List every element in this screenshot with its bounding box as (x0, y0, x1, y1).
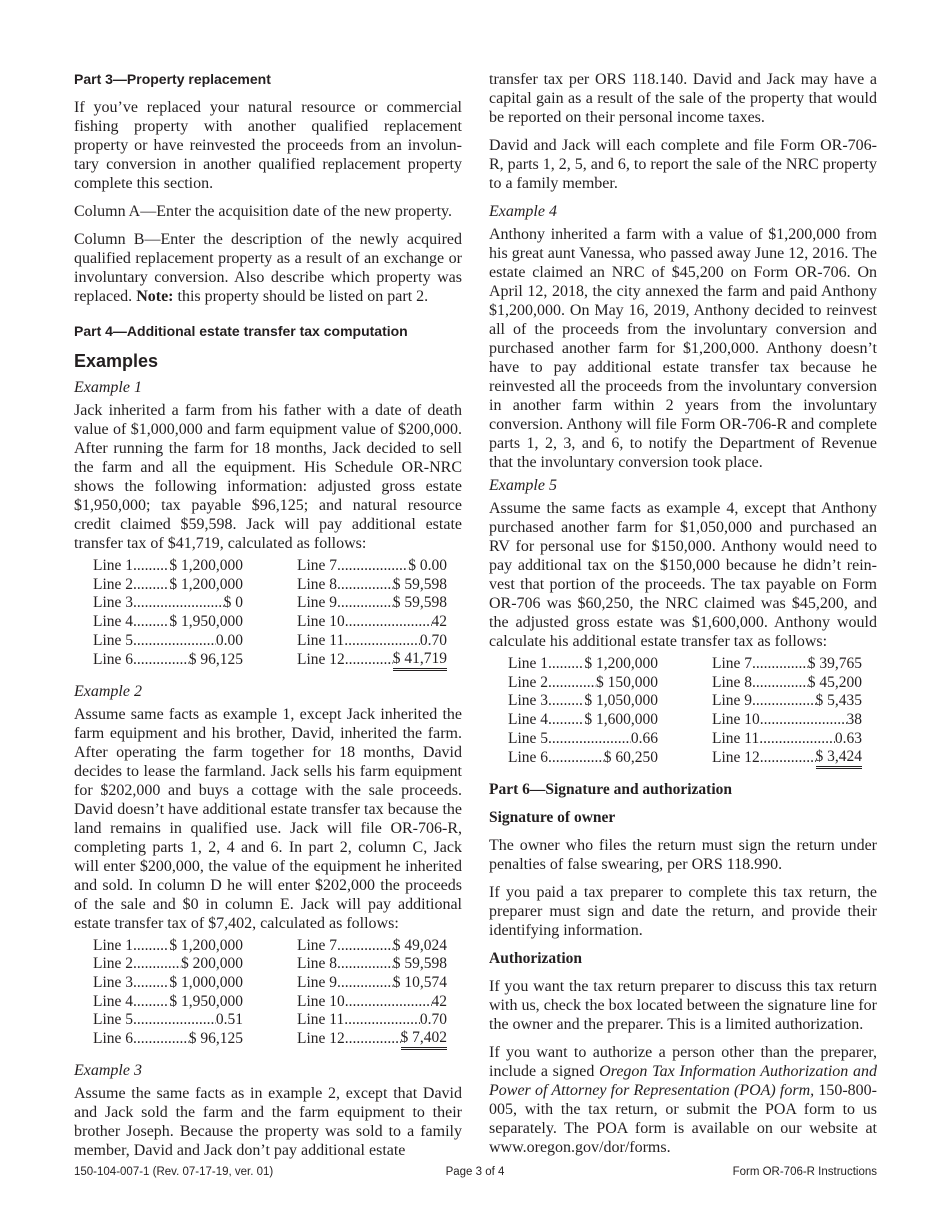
calc-line (93, 651, 243, 670)
line-value: $ 1,200,000 (169, 557, 243, 574)
signature-para1: The owner who files the return must sign the return under penalties of false swearing, per ORS 118.990. (489, 836, 877, 873)
leader-dots (133, 1030, 189, 1049)
example2-calculation (93, 937, 447, 1051)
line-value: $ 1,600,000 (584, 711, 658, 729)
part3-column-a: Column A—Enter the acquisition date of the new property. (74, 203, 452, 220)
line-label: Line 5 (508, 729, 549, 747)
calc-line (93, 576, 243, 595)
calc-line (93, 613, 243, 632)
example5-calculation (508, 655, 862, 769)
line-label: Line 7 (712, 655, 753, 672)
calc-line (297, 937, 447, 956)
example2-text: Assume same facts as example 1, except Jack inherited the farm equipment and his brother, David, inherited the farm. After operating the farm together for 18 months, David decides to lease the farmland. Jack sells his farm equipment for $202,000 and buys a cottage with the sale proceeds. David doesn’t have additional estate transfer tax because the land remains in qualified use. Jack will file OR-706-R, completing parts 1, 2, 4 and 6. In part 2, column C, Jack will enter $200,000, the value of the equipment he inherited and sold. In column D he will enter $202,000 the proceeds of the sale and $0 in column E. Jack will pay additional estate transfer tax of $7,402, calculated as follows: (74, 705, 462, 932)
line-value: $ 7,402 (401, 1030, 448, 1050)
calc-line (712, 655, 862, 674)
line-label: Line 7 (297, 936, 338, 954)
leader-dots (752, 674, 808, 693)
line-value: $ 45,200 (807, 673, 862, 691)
leader-dots (337, 974, 393, 993)
line-label: Line 3 (93, 594, 134, 612)
line-label: Line 3 (508, 692, 549, 710)
line-label: Line 1 (93, 936, 134, 954)
line-label: Line 10 (712, 711, 760, 729)
calc-line (297, 576, 447, 595)
leader-dots (345, 1030, 401, 1050)
line-value: $ 0 (223, 594, 243, 612)
footer-form-number: 150-104-007-1 (Rev. 07-17-19, ver. 01) (74, 1166, 274, 1178)
line-label: Line 11 (297, 1011, 345, 1029)
line-label: Line 10 (297, 992, 345, 1010)
line-label: Line 12 (712, 748, 760, 766)
line-value: 0.70 (419, 631, 447, 649)
note-text: this property should be listed on part 2. (173, 288, 429, 305)
signature-heading: Signature of owner (489, 808, 616, 826)
line-label: Line 12 (297, 1030, 345, 1048)
leader-dots (344, 632, 420, 651)
calc-line (297, 632, 447, 651)
signature-para2: If you paid a tax preparer to complete this tax return, the preparer must sign and date the return, and provide their identifying information. (489, 883, 877, 939)
calc-line (93, 557, 243, 576)
leader-dots (133, 576, 169, 595)
leader-dots (337, 937, 393, 956)
line-value: $ 39,765 (807, 655, 862, 672)
line-value: $ 10,574 (392, 973, 447, 991)
line-value: 0.51 (215, 1011, 243, 1029)
line-label: Line 6 (93, 650, 134, 668)
example3-title: Example 3 (74, 1062, 142, 1080)
line-label: Line 9 (297, 594, 338, 612)
line-value: 42 (431, 992, 447, 1010)
leader-dots (133, 557, 169, 576)
leader-dots (133, 594, 224, 613)
authorization-para2-b: 150-800-005, with the tax return, or submit the POA form to us separately. The POA form is available on our website at www.oregon.gov/dor/forms. (489, 1081, 878, 1156)
line-value: $ 49,024 (392, 936, 447, 954)
authorization-para2 (489, 1043, 877, 1157)
line-label: Line 8 (297, 575, 338, 593)
line-label: Line 2 (93, 575, 134, 593)
calc-line (93, 1030, 243, 1049)
calc-line (508, 711, 658, 730)
line-label: Line 4 (508, 711, 549, 729)
leader-dots (337, 594, 393, 613)
calc-line (712, 692, 862, 711)
calc-line-total (297, 651, 447, 671)
calc-line (93, 937, 243, 956)
line-label: Line 8 (712, 673, 753, 691)
leader-dots (133, 1011, 216, 1030)
example3-para2: David and Jack will each complete and file Form OR-706-R, parts 1, 2, 5, and 6, to report the sale of the NRC property to a family member. (489, 137, 877, 192)
line-value: $ 1,950,000 (169, 992, 243, 1010)
leader-dots (337, 955, 393, 974)
calc-left-col (93, 557, 243, 671)
example3-text-part1: Assume the same facts as in example 2, except that David and Jack sold the farm and the farm equipment to their brother Joseph. Because the property was sold to a family member, David and Jack don’t pay additional estate (74, 1085, 462, 1160)
right-column (489, 70, 877, 1166)
left-column (74, 70, 462, 1169)
leader-dots (345, 651, 393, 671)
calc-line (93, 955, 243, 974)
calc-line (93, 632, 243, 651)
line-label: Line 9 (712, 692, 753, 710)
line-label: Line 7 (297, 557, 338, 574)
line-label: Line 11 (297, 631, 345, 649)
line-label: Line 1 (93, 557, 134, 574)
line-label: Line 11 (712, 729, 760, 747)
line-label: Line 12 (297, 650, 345, 668)
calc-line (93, 594, 243, 613)
line-label: Line 2 (508, 673, 549, 691)
line-value: 0.70 (419, 1011, 447, 1029)
line-label: Line 4 (93, 613, 134, 631)
leader-dots (133, 613, 169, 632)
calc-line (508, 692, 658, 711)
calc-left-col (508, 655, 658, 769)
leader-dots (760, 711, 847, 730)
line-value: $ 1,200,000 (584, 655, 658, 672)
leader-dots (548, 692, 584, 711)
example1-title: Example 1 (74, 379, 142, 396)
leader-dots (759, 730, 835, 749)
leader-dots (760, 749, 816, 769)
calc-line (712, 711, 862, 730)
line-value: $ 1,950,000 (169, 613, 243, 631)
leader-dots (752, 692, 815, 711)
leader-dots (133, 651, 189, 670)
calc-line (297, 974, 447, 993)
leader-dots (344, 1011, 420, 1030)
line-value: $ 1,200,000 (169, 936, 243, 954)
leader-dots (548, 674, 596, 693)
example1-calculation (93, 557, 447, 671)
line-value: 42 (431, 613, 447, 631)
calc-right-col (297, 557, 447, 671)
line-label: Line 9 (297, 973, 338, 991)
example3-text-part2: transfer tax per ORS 118.140. David and Jack may have a capital gain as a result of the sale of the property that would be reported on their personal income taxes. (489, 71, 877, 126)
line-value: $ 1,050,000 (584, 692, 658, 710)
line-label: Line 5 (93, 631, 134, 649)
line-value: 0.66 (630, 729, 658, 747)
leader-dots (548, 711, 584, 730)
calc-line-total (712, 749, 862, 769)
line-value: $ 96,125 (188, 650, 243, 668)
calc-line (297, 557, 447, 576)
line-value: 38 (846, 711, 862, 729)
calc-line (297, 1011, 447, 1030)
calc-line-total (297, 1030, 447, 1050)
calc-line (297, 955, 447, 974)
leader-dots (337, 557, 408, 576)
part6-heading: Part 6—Signature and authorization (489, 780, 732, 798)
line-label: Line 4 (93, 992, 134, 1010)
line-label: Line 5 (93, 1011, 134, 1029)
line-value: $ 1,000,000 (169, 973, 243, 991)
line-value: $ 200,000 (181, 955, 243, 973)
example5-title: Example 5 (489, 477, 557, 494)
leader-dots (337, 576, 393, 595)
calc-left-col (93, 937, 243, 1051)
leader-dots (133, 974, 169, 993)
example1-text: Jack inherited a farm from his father with a date of death value of $1,000,000 and farm equipment value of $200,000. After running the farm for 18 months, Jack decided to sell the farm and all the equipment. His Schedule OR-NRC shows the following information: adjusted gross estate $1,950,000; tax payable $96,125; and natural resource credit claimed $59,598. Jack will pay additional estate transfer tax of $41,719, calculated as follows: (74, 402, 462, 552)
leader-dots (133, 993, 169, 1012)
part3-intro: If you’ve replaced your natural resource or commercial fishing property with another qualified replacement property or have reinvested the proceeds from an involuntary conversion in another qualified replacement property complete this section. (74, 99, 462, 192)
example2-title: Example 2 (74, 682, 142, 700)
line-value: $ 1,200,000 (169, 575, 243, 593)
line-label: Line 6 (93, 1030, 134, 1048)
calc-line (508, 749, 658, 768)
line-value: $ 59,598 (392, 955, 447, 973)
example4-title: Example 4 (489, 203, 557, 220)
calc-line (712, 730, 862, 749)
line-label: Line 1 (508, 655, 549, 672)
example5-text: Assume the same facts as example 4, except that Anthony purchased another farm for $1,050,000 and purchased an RV for personal use for $150,000. Anthony would need to pay additional tax on the $150,000 because he didn’t reinvest that portion of the proceeds. The tax payable on Form OR-706 was $60,250, the NRC claimed was $45,200, and the adjusted gross estate was $1,600,000. Anthony would calculate his additional estate transfer tax as follows: (489, 500, 877, 650)
calc-right-col (712, 655, 862, 769)
line-value: $ 5,435 (815, 692, 862, 710)
note-label: Note: (136, 288, 174, 305)
calc-line (297, 993, 447, 1012)
line-value: 0.63 (834, 729, 862, 747)
line-value: $ 3,424 (816, 749, 863, 769)
calc-line (508, 730, 658, 749)
footer-form-title: Form OR-706-R Instructions (732, 1166, 877, 1178)
line-value: $ 150,000 (596, 673, 658, 691)
leader-dots (345, 993, 432, 1012)
line-value: $ 60,250 (603, 748, 658, 766)
column-b-text: Column B—Enter the description of the newly acquired qualified replacement property as a result of an exchange or involuntary conversion. Also describe which property was replaced. (74, 231, 462, 305)
authorization-para1: If you want the tax return preparer to discuss this tax return with us, check the box located between the signature line for the owner and the preparer. This is a limited authorization. (489, 977, 877, 1033)
line-label: Line 8 (297, 955, 338, 973)
line-value: $ 59,598 (392, 594, 447, 612)
calc-line (93, 974, 243, 993)
line-value: $ 59,598 (392, 575, 447, 593)
leader-dots (133, 632, 216, 651)
leader-dots (345, 613, 432, 632)
part3-column-b (74, 230, 462, 306)
calc-line (297, 613, 447, 632)
calc-line (93, 1011, 243, 1030)
line-value: 0.00 (215, 631, 243, 649)
example4-text: Anthony inherited a farm with a value of $1,200,000 from his great aunt Vanessa, who passed away June 12, 2016. The estate claimed an NRC of $45,200 on Form OR-706. On April 12, 2018, the city annexed the farm and paid Anthony $1,200,000. On May 16, 2019, Anthony decided to reinvest all of the proceeds from the involuntary conversion and purchased another farm for $1,200,000. Anthony doesn’t have to pay additional estate transfer tax because he reinvested all the proceeds from the involuntary conversion in another farm within 2 years from the involuntary conversion. Anthony will file Form OR-706-R and complete parts 1, 2, 3, and 6, to notify the Department of Revenue that the involuntary conversion took place. (489, 226, 877, 471)
calc-line (712, 674, 862, 693)
authorization-para2-a: If you want to authorize a person other than the preparer, include a signed (489, 1043, 877, 1080)
calc-right-col (297, 937, 447, 1051)
line-value: $ 96,125 (188, 1030, 243, 1048)
leader-dots (133, 937, 169, 956)
calc-line (93, 993, 243, 1012)
authorization-heading: Authorization (489, 949, 582, 967)
leader-dots (548, 730, 631, 749)
calc-line (297, 594, 447, 613)
line-label: Line 10 (297, 613, 345, 631)
line-label: Line 6 (508, 748, 549, 766)
footer-page-number: Page 3 of 4 (445, 1166, 505, 1178)
leader-dots (548, 749, 604, 768)
part3-heading: Part 3—Property replacement (74, 71, 271, 87)
calc-line (508, 655, 658, 674)
line-value: $ 41,719 (393, 651, 447, 671)
poa-form-title: Oregon Tax Information Authorization and Power of Attorney for Representation (POA) form, (489, 1062, 878, 1099)
leader-dots (548, 655, 584, 674)
line-label: Line 3 (93, 973, 134, 991)
calc-line (508, 674, 658, 693)
leader-dots (752, 655, 808, 674)
line-label: Line 2 (93, 955, 134, 973)
line-value: $ 0.00 (408, 557, 447, 574)
part4-heading: Part 4—Additional estate transfer tax computation (74, 323, 408, 339)
leader-dots (133, 955, 181, 974)
examples-heading: Examples (74, 351, 159, 371)
